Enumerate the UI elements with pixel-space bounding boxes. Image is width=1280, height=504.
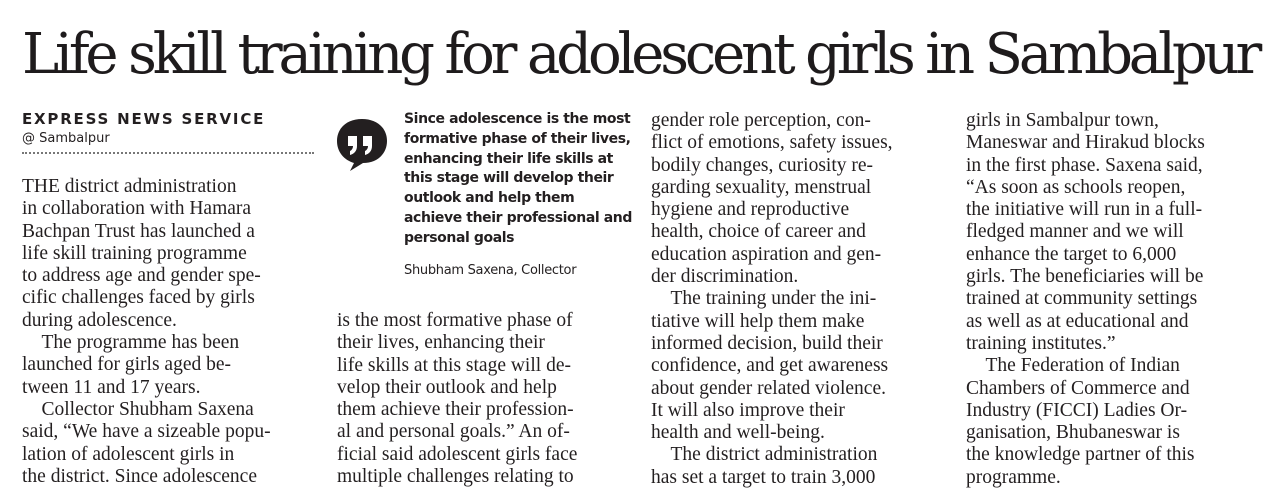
article-text-line: tween 11 and 17 years. bbox=[22, 376, 201, 398]
article-text-line: the knowledge partner of this bbox=[966, 444, 1195, 466]
article-text-line: said, “We have a sizeable popu- bbox=[22, 421, 271, 443]
article-text-line: ficial said adolescent girls face bbox=[337, 443, 578, 465]
article-text-line: in collaboration with Hamara bbox=[22, 198, 252, 220]
article-text-line: ganisation, Bhubaneswar is bbox=[966, 422, 1180, 444]
article-text-line: hygiene and reproductive bbox=[651, 199, 850, 221]
article-text-line: velop their outlook and help bbox=[337, 376, 557, 398]
article-text-line: al and personal goals.” An of- bbox=[337, 421, 570, 443]
byline-divider bbox=[22, 152, 314, 154]
article-text-line: as well as at educational and bbox=[966, 310, 1189, 332]
article-text-line: cific challenges faced by girls bbox=[22, 287, 255, 309]
article-text-line: enhance the target to 6,000 bbox=[966, 243, 1177, 265]
article-text-line: their lives, enhancing their bbox=[337, 332, 545, 354]
article-text-line: The Federation of Indian bbox=[966, 355, 1180, 377]
article-text-line: to address age and gender spe- bbox=[22, 265, 261, 287]
dateline: @ Sambalpur bbox=[22, 131, 110, 146]
article-text-line: tiative will help them make bbox=[651, 310, 865, 332]
pull-quote-line: outlook and help them bbox=[404, 190, 575, 207]
article-text-line: bodily changes, curiosity re- bbox=[651, 154, 874, 176]
pull-quote-line: Since adolescence is the most bbox=[404, 111, 631, 127]
pull-quote-line: this stage will develop their bbox=[404, 170, 614, 187]
article-text-line: girls in Sambalpur town, bbox=[966, 110, 1159, 131]
article-text-line: der discrimination. bbox=[651, 266, 799, 288]
article-text-line: girls. The beneficiaries will be bbox=[966, 266, 1204, 288]
article-text-line: THE district administration bbox=[22, 176, 237, 197]
article-column-4 bbox=[966, 110, 1258, 489]
headline: Life skill training for adolescent girls in Sambalpur bbox=[22, 22, 1259, 87]
pull-quote-line: enhancing their life skills at bbox=[404, 150, 613, 167]
article-text-line: Bachpan Trust has launched a bbox=[22, 220, 255, 242]
article-text-line: The district administration bbox=[651, 444, 878, 466]
article-text-line: education aspiration and gen- bbox=[651, 243, 882, 265]
pull-quote bbox=[404, 110, 636, 249]
article-text-line: programme. bbox=[966, 466, 1061, 488]
article-text-line: health and well-being. bbox=[651, 422, 825, 444]
pull-quote-attribution: Shubham Saxena, Collector bbox=[404, 263, 577, 278]
article-text-line: in the first phase. Saxena said, bbox=[966, 154, 1203, 176]
article-text-line: The training under the ini- bbox=[651, 288, 877, 310]
article-text-line: informed decision, build their bbox=[651, 332, 883, 354]
article-text-line: life skill training programme bbox=[22, 242, 247, 264]
article-text-line: garding sexuality, menstrual bbox=[651, 176, 872, 198]
pull-quote-line: personal goals bbox=[404, 229, 515, 246]
article-text-line: about gender related violence. bbox=[651, 377, 886, 399]
article-text-line: “As soon as schools reopen, bbox=[966, 176, 1186, 198]
article-text-line: fledged manner and we will bbox=[966, 221, 1184, 243]
article-text-line: launched for girls aged be- bbox=[22, 354, 231, 376]
article-text-line: Collector Shubham Saxena bbox=[22, 398, 254, 420]
article-text-line: The programme has been bbox=[22, 332, 240, 354]
article-text-line: has set a target to train 3,000 bbox=[651, 466, 876, 488]
article-text-line: them achieve their profession- bbox=[337, 399, 574, 421]
article-text-line: trained at community settings bbox=[966, 288, 1198, 310]
article-text-line: It will also improve their bbox=[651, 399, 845, 421]
article-text-line: health, choice of career and bbox=[651, 221, 866, 243]
quote-icon bbox=[334, 116, 390, 172]
article-text-line: Maneswar and Hirakud blocks bbox=[966, 132, 1205, 154]
article-text-line: lation of adolescent girls in bbox=[22, 443, 235, 465]
article-text-line: Industry (FICCI) Ladies Or- bbox=[966, 399, 1188, 421]
article-text-line: multiple challenges relating to bbox=[337, 466, 574, 488]
article-text-line: confidence, and get awareness bbox=[651, 355, 889, 377]
article-text-line: training institutes.” bbox=[966, 332, 1116, 354]
article-text-line: life skills at this stage will de- bbox=[337, 354, 571, 376]
article-column-3 bbox=[651, 110, 943, 489]
article-text-line: Chambers of Commerce and bbox=[966, 377, 1190, 399]
article-text-line: the initiative will run in a full- bbox=[966, 199, 1203, 221]
article-text-line: is the most formative phase of bbox=[337, 310, 573, 331]
article-text-line: flict of emotions, safety issues, bbox=[651, 132, 893, 154]
article-text-line: gender role perception, con- bbox=[651, 110, 871, 131]
pull-quote-line: achieve their professional and bbox=[404, 209, 632, 226]
pull-quote-line: formative phase of their lives, bbox=[404, 130, 631, 147]
byline: EXPRESS NEWS SERVICE bbox=[22, 110, 266, 128]
article-text-line: the district. Since adolescence bbox=[22, 465, 257, 487]
article-column-2 bbox=[337, 310, 629, 488]
article-text-line: during adolescence. bbox=[22, 309, 177, 331]
article-column-1 bbox=[22, 176, 316, 488]
